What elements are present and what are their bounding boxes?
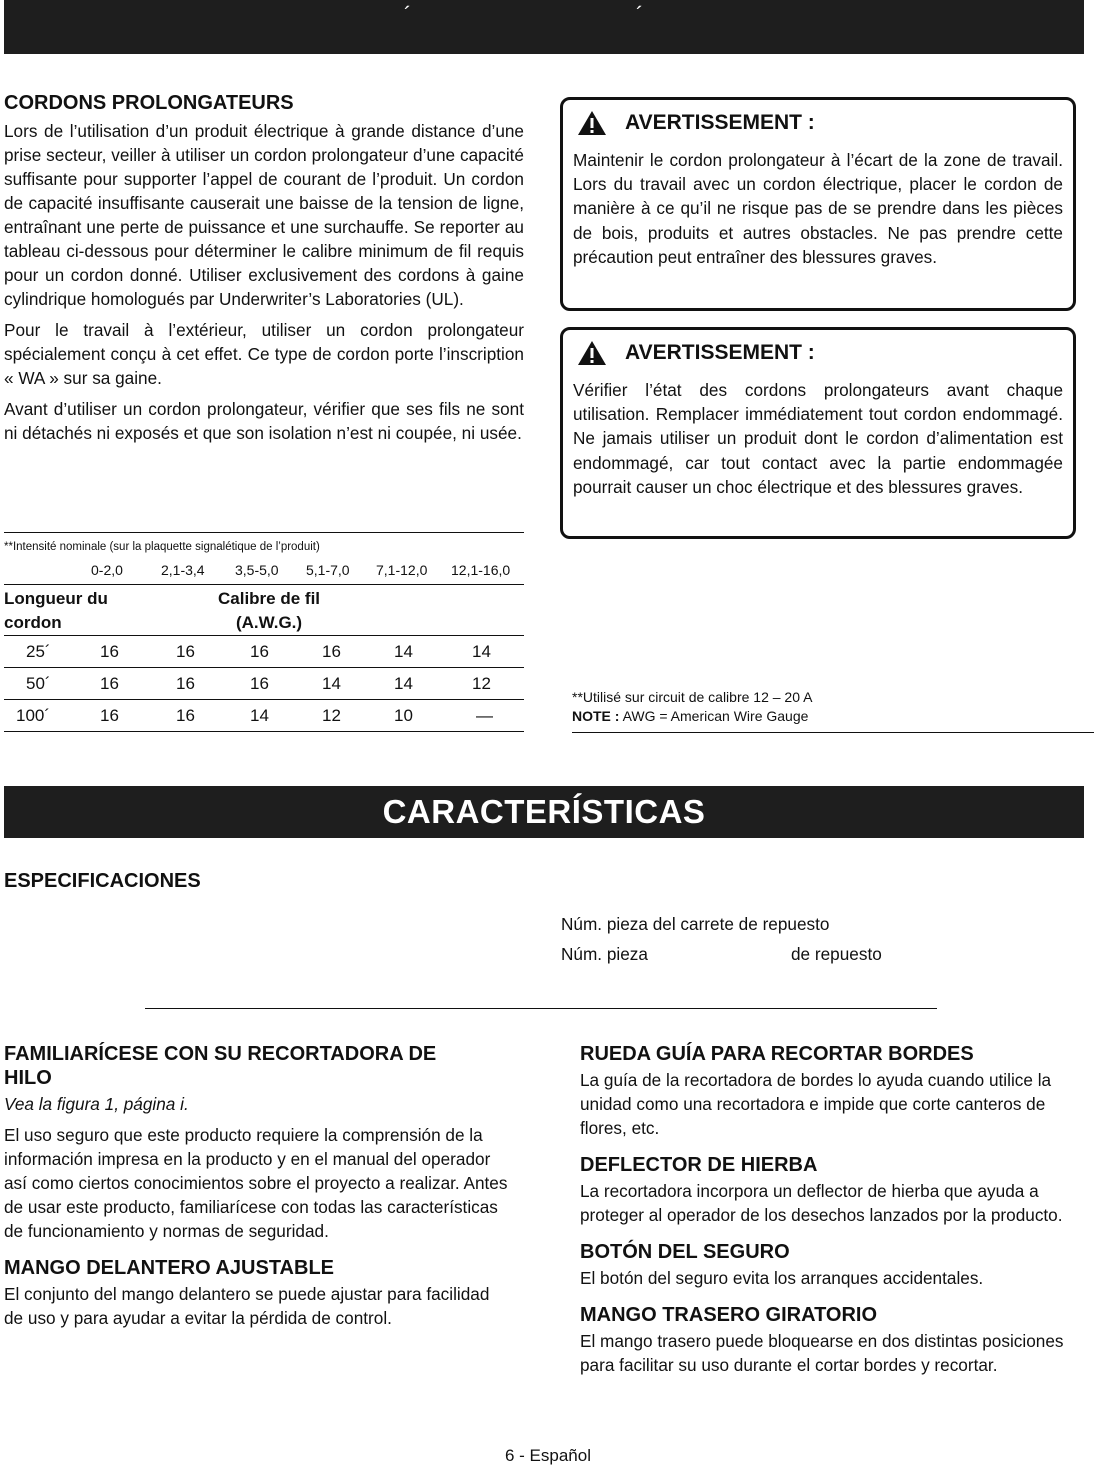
gauge-cell: 12 [472,674,491,693]
cordons-para-3: Avant d’utiliser un cordon prolongateur, vérifier que ses fils ne sont ni détachés ni exposés et que son isolation n’est ni coupée, ni usée. [4,399,524,443]
feature-familiarize [4,1042,524,1243]
gauge-cell: 16 [250,642,269,661]
caracteristicas-banner: CARACTERÍSTICAS [4,786,1084,838]
warning-triangle-icon [577,110,607,136]
gauge-cell: 16 [176,642,195,661]
divider-rule [145,1008,937,1009]
gauge-cell: 16 [100,642,119,661]
cordons-title: CORDONS PROLONGATEURS [4,92,294,114]
circuit-note: **Utilisé sur circuit de calibre 12 – 20 A [572,689,813,705]
warning-title-2 [577,340,1063,366]
gauge-cell: 16 [100,706,119,725]
feature-title: MANGO TRASERO GIRATORIO [580,1304,878,1326]
note-label: NOTE : [572,708,620,724]
feature-text: La guía de la recortadora de bordes lo ayuda cuando utilice la unidad como una recortadora e impide que corte canteros de flores, etc. [580,1070,1052,1138]
gauge-cell: 16 [250,674,269,693]
gauge-cell: 16 [100,674,119,693]
gauge-cell: 14 [472,642,491,661]
spec-line-2-part-a: Núm. pieza [561,944,648,964]
feature-text: El mango trasero puede bloquearse en dos distintas posiciones para facilitar su uso durante el cortar bordes y recortar. [580,1331,1064,1375]
warning-title-text-2: AVERTISSEMENT : [625,341,815,364]
amp-range: 2,1-3,4 [161,562,205,578]
feature-title: RUEDA GUÍA PARA RECORTAR BORDES [580,1043,974,1065]
gauge-table [4,532,524,732]
gauge-cell: 16 [322,642,341,661]
spec-line-1: Núm. pieza del carrete de repuesto [561,914,830,934]
feature-grass-deflector [580,1153,1096,1227]
cordons-para-1: Lors de l’utilisation d’un produit électrique à grande distance d’une prise secteur, veiller à utiliser un cordon prolongateur d’une capacité suffisante pour supporter l’appel de courant de l’produit. Un cordon de capacité insuffisante causerait une baisse de la tension de ligne, entraînant une perte de puissance et une surchauffe. Se reporter au tableau ci-dessous pour déterminer le calibre minimum de fil requis pour un cordon donné. Utiliser exclusivement des cordons à gaine cylindrique homologués par Underwriter’s Laboratories (UL). [4,121,524,309]
gauge-cell: 16 [176,674,195,693]
features-left-column [4,1042,524,1343]
feature-front-handle [4,1256,524,1330]
feature-subtitle: Vea la figura 1, página i. [4,1094,189,1114]
feature-rear-handle [580,1303,1096,1377]
warning-text-1: Maintenir le cordon prolongateur à l’écart de la zone de travail. Lors du travail avec un cordon électrique, placer le cordon de manière à ce qu’il ne risque pas de se prendre dans les pièces de bois, produits et autres obstacles. Ne pas prendre cette précaution peut entraîner des blessures graves. [573,150,1063,267]
table-row [4,668,524,700]
spec-line-2-part-b: de repuesto [791,944,882,964]
spec-line-2 [561,944,882,965]
feature-title: BOTÓN DEL SEGURO [580,1241,790,1263]
length-header [4,587,108,635]
amp-range: 12,1-16,0 [451,562,511,578]
gauge-header-line-1: Calibre de fil [218,589,321,608]
length-header-line-2: cordon [4,613,62,632]
feature-text: El botón del seguro evita los arranques accidentales. [580,1268,984,1288]
cordons-section [4,92,524,445]
amp-range: 0-2,0 [91,562,123,578]
page-footer: 6 - Español [505,1446,591,1465]
table-note: **Intensité nominale (sur la plaquette signalétique de l’produit) [4,541,320,553]
feature-lock-button [580,1240,1096,1290]
gauge-header-line-2: (A.W.G.) [235,613,303,632]
gauge-cell: 12 [322,706,341,725]
amp-range-row [4,558,524,585]
warning-title-1 [577,110,1063,136]
feature-title: FAMILIARÍCESE CON SU RECORTADORA DE HILO [4,1043,437,1089]
especificaciones-title: ESPECIFICACIONES [4,870,201,892]
feature-text: El conjunto del mango delantero se puede ajustar para facilidad de uso y para ayudar a evitar la pérdida de control. [4,1284,490,1328]
length-header-line-1: Longueur du [4,589,108,608]
row-length: 25´ [26,642,51,661]
warning-box-1 [560,97,1076,311]
feature-title: DEFLECTOR DE HIERBA [580,1154,818,1176]
amp-range: 3,5-5,0 [235,562,279,578]
amp-range: 7,1-12,0 [376,562,428,578]
table-row [4,700,524,732]
warning-title-text-1: AVERTISSEMENT : [625,111,815,134]
gauge-header [218,587,320,635]
gauge-cell: — [476,706,493,725]
table-row [4,636,524,668]
table-notes [572,688,1094,733]
table-header [4,585,524,636]
amp-range: 5,1-7,0 [306,562,350,578]
feature-text: El uso seguro que este producto requiere la comprensión de la información impresa en la producto y en el manual del operador así como ciertos conocimientos sobre el proyecto a realizar. Antes de usar este producto, familiarícese con todas las características de funcionamiento y normas de seguridad. [4,1125,508,1241]
header-accent-right: ´ [636,2,644,27]
header-accent-left: ´ [404,2,412,27]
warning-text-2: Vérifier l’état des cordons prolongateurs avant chaque utilisation. Remplacer immédiatement tout cordon endommagé. Ne jamais utiliser un produit dont le cordon d’alimentation est endommagé, car tout contact avec la partie endommagée pourrait causer un choc électrique et des blessures graves. [573,380,1063,497]
feature-edger-wheel [580,1042,1096,1140]
features-right-column [580,1042,1096,1390]
row-length: 50´ [26,674,51,693]
row-length: 100´ [16,706,51,725]
gauge-cell: 14 [394,674,413,693]
feature-title: MANGO DELANTERO AJUSTABLE [4,1257,334,1279]
gauge-cell: 14 [250,706,269,725]
gauge-cell: 10 [394,706,413,725]
warning-box-2 [560,327,1076,539]
gauge-cell: 16 [176,706,195,725]
warning-triangle-icon [577,340,607,366]
header-bar [4,0,1084,54]
gauge-cell: 14 [322,674,341,693]
gauge-cell: 14 [394,642,413,661]
awg-note [572,707,1094,726]
note-text: AWG = American Wire Gauge [622,708,809,724]
cordons-para-2: Pour le travail à l’extérieur, utiliser un cordon prolongateur spécialement conçu à cet effet. Ce type de cordon porte l’inscription « WA » sur sa gaine. [4,320,524,388]
feature-text: La recortadora incorpora un deflector de hierba que ayuda a proteger al operador de los desechos lanzados por la producto. [580,1181,1063,1225]
